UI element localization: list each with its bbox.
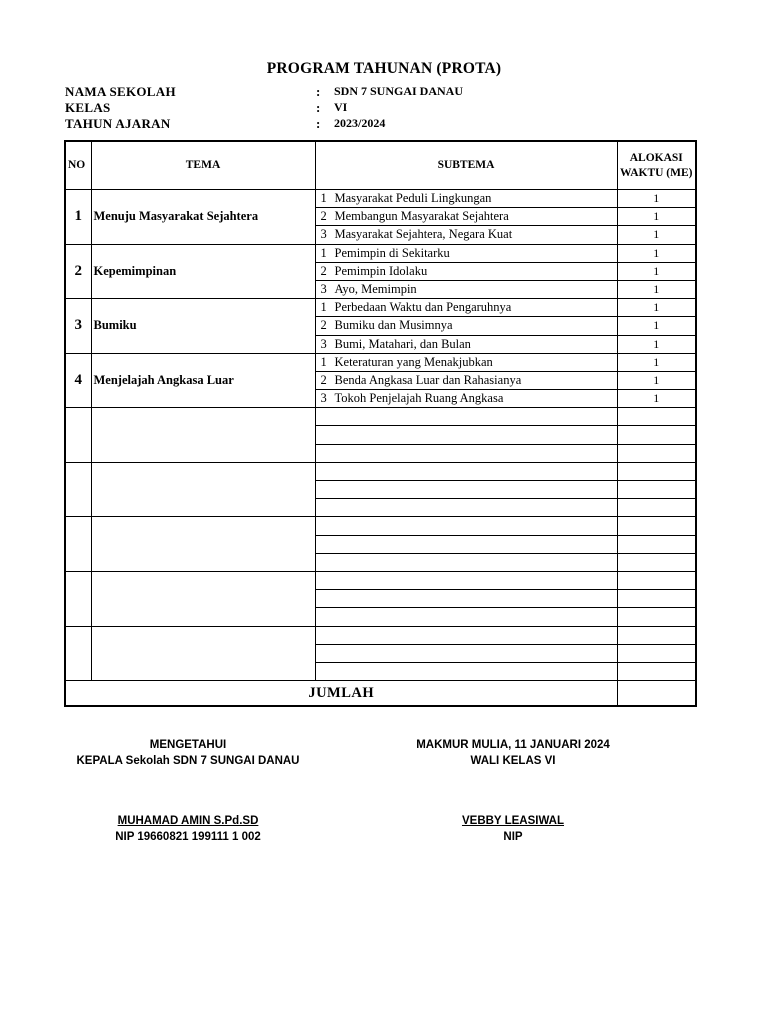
header-no: NO [65,141,91,190]
info-class-row [65,100,705,116]
theme-name [91,626,315,681]
theme-name: Menjelajah Angkasa Luar [91,353,315,408]
table-body [65,190,696,681]
subtheme-text: Pemimpin di Sekitarku [334,245,450,260]
theme-name [91,408,315,463]
sig-left-line2: KEPALA Sekolah SDN 7 SUNGAI DANAU [76,755,300,767]
subtheme-cell [315,299,617,317]
subtheme-cell [315,590,617,608]
header-subtema: SUBTEMA [315,141,617,190]
subtheme-text: Tokoh Penjelajah Ruang Angkasa [334,391,504,406]
subtheme-text: Ayo, Memimpin [334,282,417,297]
subtheme-cell [315,662,617,680]
subtheme-text: Pemimpin Idolaku [334,263,428,278]
subtheme-text: Bumiku dan Musimnya [334,318,453,333]
total-row [65,681,696,707]
allocation-cell: 1 [617,390,696,408]
info-school-row [65,84,705,100]
subtheme-number: 3 [320,282,327,297]
allocation-cell: 1 [617,280,696,298]
allocation-cell [617,517,696,535]
sig-right-name: VEBBY LEASIWAL [461,815,565,827]
subtheme-cell [315,571,617,589]
subtheme-text: Masyarakat Sejahtera, Negara Kuat [334,227,513,242]
subtheme-text: Bumi, Matahari, dan Bulan [334,336,471,351]
subtheme-text: Keteraturan yang Menakjubkan [334,354,493,369]
subtheme-number: 3 [320,336,327,351]
header-tema: TEMA [91,141,315,190]
allocation-cell: 1 [617,371,696,389]
table-row [65,244,696,262]
subtheme-number: 3 [320,227,327,242]
sig-right-line1: MAKMUR MULIA, 11 JANUARI 2024 [416,739,610,751]
subtheme-cell [315,353,617,371]
info-year-row [65,116,705,132]
subtheme-number: 1 [320,245,327,260]
subtheme-text: Masyarakat Peduli Lingkungan [334,191,492,206]
allocation-cell [617,608,696,626]
sig-right-nip: NIP [503,831,523,843]
theme-name: Kepemimpinan [91,244,315,299]
subtheme-cell [315,499,617,517]
table-row [65,408,696,426]
subtheme-cell [315,244,617,262]
allocation-cell [617,481,696,499]
allocation-cell [617,426,696,444]
table-row [65,299,696,317]
subtheme-cell [315,408,617,426]
subtheme-cell [315,390,617,408]
allocation-cell [617,662,696,680]
theme-number: 1 [65,190,91,245]
theme-name: Menuju Masyarakat Sejahtera [91,190,315,245]
subtheme-cell [315,226,617,244]
allocation-cell [617,571,696,589]
allocation-cell [617,444,696,462]
colon: : [316,100,321,115]
subtheme-cell [315,608,617,626]
subtheme-number: 1 [320,191,327,206]
table-row [65,517,696,535]
subtheme-text: Perbedaan Waktu dan Pengaruhnya [334,300,512,315]
colon: : [316,84,321,99]
subtheme-cell [315,426,617,444]
subtheme-number: 1 [320,354,327,369]
theme-number [65,408,91,463]
school-label: NAMA SEKOLAH [65,84,176,99]
theme-number [65,517,91,572]
colon: : [316,116,321,131]
allocation-cell: 1 [617,353,696,371]
allocation-cell: 1 [617,244,696,262]
table-row [65,626,696,644]
school-value: SDN 7 SUNGAI DANAU [334,84,464,98]
sig-left-line1: MENGETAHUI [149,739,227,751]
theme-name: Bumiku [91,299,315,354]
theme-name [91,462,315,517]
allocation-cell [617,644,696,662]
subtheme-text: Membangun Masyarakat Sejahtera [334,209,509,224]
year-value: 2023/2024 [334,116,386,130]
subtheme-cell [315,335,617,353]
subtheme-cell [315,371,617,389]
subtheme-number: 2 [320,372,327,387]
subtheme-cell [315,535,617,553]
sig-right-line2: WALI KELAS VI [470,755,556,767]
subtheme-cell [315,262,617,280]
class-label: KELAS [65,100,111,115]
document-title: PROGRAM TAHUNAN (PROTA) [266,60,502,77]
subtheme-cell [315,553,617,571]
subtheme-number: 1 [320,300,327,315]
class-value: VI [334,100,348,114]
allocation-cell: 1 [617,317,696,335]
allocation-cell [617,553,696,571]
total-value [617,681,696,707]
allocation-cell [617,408,696,426]
year-label: TAHUN AJARAN [65,116,171,131]
subtheme-cell [315,626,617,644]
allocation-cell: 1 [617,262,696,280]
table-row [65,190,696,208]
allocation-cell [617,462,696,480]
subtheme-cell [315,444,617,462]
allocation-cell [617,590,696,608]
subtheme-number: 2 [320,263,327,278]
theme-name [91,571,315,626]
prota-table [64,140,697,707]
sig-left-name: MUHAMAD AMIN S.Pd.SD [117,815,259,827]
subtheme-text: Benda Angkasa Luar dan Rahasianya [334,372,522,387]
theme-number [65,626,91,681]
subtheme-number: 2 [320,318,327,333]
allocation-cell [617,535,696,553]
subtheme-cell [315,190,617,208]
allocation-cell [617,499,696,517]
allocation-cell: 1 [617,299,696,317]
theme-number [65,462,91,517]
subtheme-cell [315,280,617,298]
allocation-cell: 1 [617,208,696,226]
theme-number: 2 [65,244,91,299]
subtheme-cell [315,517,617,535]
total-label: JUMLAH [65,681,617,707]
subtheme-cell [315,462,617,480]
subtheme-cell [315,208,617,226]
allocation-cell: 1 [617,226,696,244]
allocation-cell: 1 [617,335,696,353]
table-row [65,571,696,589]
subtheme-cell [315,317,617,335]
allocation-cell: 1 [617,190,696,208]
allocation-cell [617,626,696,644]
subtheme-number: 3 [320,391,327,406]
table-row [65,353,696,371]
subtheme-cell [315,481,617,499]
table-row [65,462,696,480]
theme-number: 3 [65,299,91,354]
header-alokasi: ALOKASI WAKTU (ME) [617,141,696,190]
table-header-row [65,141,696,190]
subtheme-cell [315,644,617,662]
sig-left-nip: NIP 19660821 199111 1 002 [115,831,261,843]
theme-number [65,571,91,626]
theme-number: 4 [65,353,91,408]
theme-name [91,517,315,572]
subtheme-number: 2 [320,209,327,224]
